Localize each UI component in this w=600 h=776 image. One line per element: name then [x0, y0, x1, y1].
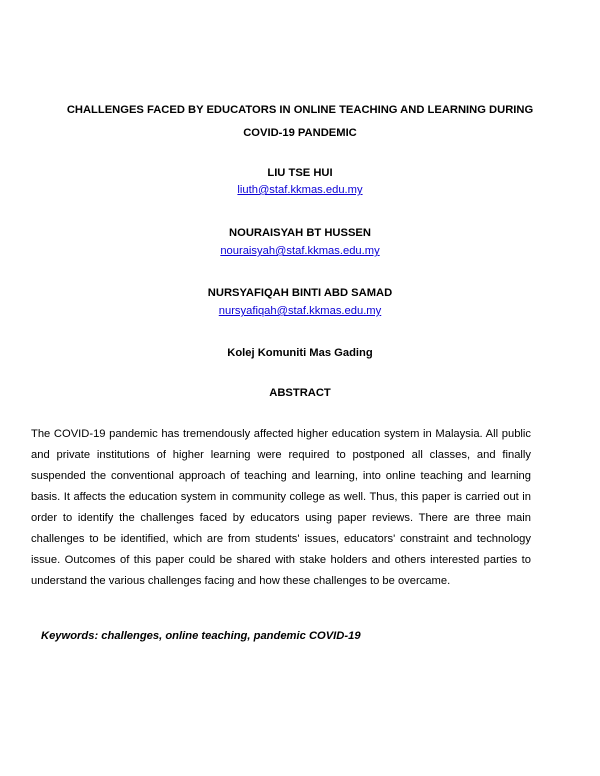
paper-title-line-2: COVID-19 PANDEMIC	[243, 127, 357, 139]
paper-title-line-1: CHALLENGES FACED BY EDUCATORS IN ONLINE TEACHING AND LEARNING DURING	[66, 104, 534, 116]
paper-title	[20, 99, 580, 145]
institution-name: Kolej Komuniti Mas Gading	[227, 347, 373, 359]
author-email-link-1[interactable]: liuth@staf.kkmas.edu.my	[237, 184, 363, 196]
author-email-3	[20, 304, 580, 318]
abstract-body: The COVID-19 pandemic has tremendously affected higher education system in Malaysia. All public and private institutions of higher learning were required to postponed all classes, and finally suspended the conventional approach of teaching and learning, into online teaching and learning basis. It affects the education system in community college as well. Thus, this paper is carried out in order to identify the challenges faced by educators using paper reviews. There are three main challenges to be identified, which are from students' issues, educators' constraint and technology issue. Outcomes of this paper could be shared with stake holders and others interested parties to understand the various challenges facing and how these challenges to be overcame.	[31, 428, 531, 587]
abstract-heading: ABSTRACT	[269, 387, 331, 399]
author-email-link-2[interactable]: nouraisyah@staf.kkmas.edu.my	[220, 245, 380, 257]
author-name-1: LIU TSE HUI	[267, 167, 333, 179]
keywords: Keywords: challenges, online teaching, pandemic COVID-19	[41, 630, 361, 642]
author-email-link-3[interactable]: nursyafiqah@staf.kkmas.edu.my	[218, 305, 382, 317]
author-email-1	[20, 183, 580, 197]
author-name-2: NOURAISYAH BT HUSSEN	[229, 227, 371, 239]
author-name-3: NURSYAFIQAH BINTI ABD SAMAD	[207, 287, 393, 299]
author-email-2	[20, 244, 580, 258]
